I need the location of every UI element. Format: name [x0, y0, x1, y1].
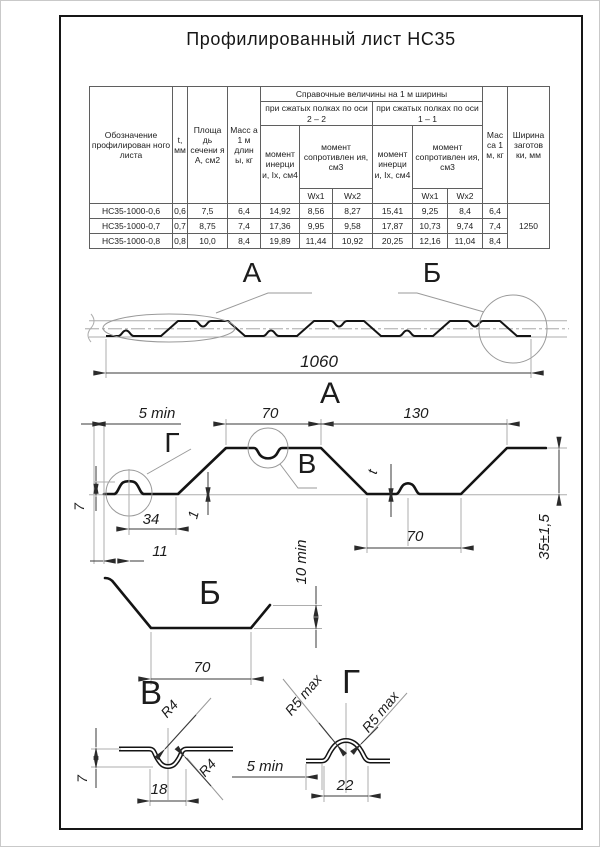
data-cell: 7,5 [188, 204, 228, 219]
dim-rib-gap: 130 [403, 405, 429, 422]
callout-a-label: А [242, 257, 262, 288]
dim-radius-r4-1: R4 [157, 696, 182, 721]
data-cell: 9,95 [300, 219, 333, 234]
header-wx2-11: Wx2 [448, 189, 483, 204]
header-thickness: t, мм [173, 87, 188, 204]
data-cell: 8,4 [228, 234, 261, 249]
data-cell: 7,4 [228, 219, 261, 234]
header-wx2-22: Wx2 [333, 189, 373, 204]
callout-b-label: Б [422, 257, 442, 288]
header-wx1-22: Wx1 [300, 189, 333, 204]
dim-profile-height: 35±1,5 [536, 514, 553, 560]
data-cell: 8,75 [188, 219, 228, 234]
dim-width-v: 18 [150, 781, 168, 798]
dim-edge-min: 5 min [138, 405, 176, 422]
header-inertia-22: момент инерци и, Ix, см4 [261, 126, 300, 204]
dim-thickness: t [363, 467, 381, 476]
detail-g-sheet-inner [306, 741, 390, 762]
r5-arrow [319, 723, 337, 745]
data-cell: 9,58 [333, 219, 373, 234]
section-a-label: А [319, 377, 341, 410]
dim-11: 11 [152, 543, 168, 560]
data-cell: 20,25 [373, 234, 413, 249]
overview-section [85, 257, 569, 410]
data-cell: 0,6 [173, 204, 188, 219]
data-cell: 11,44 [300, 234, 333, 249]
data-cell: 12,16 [413, 234, 448, 249]
detail-v-label: В [139, 674, 163, 711]
data-cell: 9,25 [413, 204, 448, 219]
dim-radius-r5-1: R5 max [281, 671, 325, 719]
data-cell: НС35-1000-0,8 [90, 234, 173, 249]
callout-v-label: В [297, 448, 317, 479]
detail-v-section [74, 674, 233, 806]
table-row [90, 234, 550, 249]
data-cell: 15,41 [373, 204, 413, 219]
callout-a-leader [216, 293, 312, 313]
dim-bottom-flange: 70 [406, 528, 424, 545]
table-row [90, 219, 550, 234]
data-cell: 6,4 [228, 204, 261, 219]
dim-radius-r4-2: R4 [195, 755, 220, 780]
detail-b-profile-path [105, 578, 270, 628]
detail-g-sheet-outer [306, 741, 390, 762]
data-cell: НС35-1000-0,7 [90, 219, 173, 234]
dim-width-g: 22 [336, 777, 354, 794]
dim-overall-width: 1060 [300, 352, 338, 371]
dim-top-flange: 70 [261, 405, 279, 422]
header-axis-1-1: при сжатых полках по оси 1 – 1 [373, 102, 483, 126]
data-cell: 8,56 [300, 204, 333, 219]
data-cell: 8,4 [483, 234, 508, 249]
data-cell: 19,89 [261, 234, 300, 249]
header-wx1-11: Wx1 [413, 189, 448, 204]
dim-1: 1 [184, 508, 202, 521]
callout-b-leader [398, 293, 484, 312]
data-cell: 0,8 [173, 234, 188, 249]
header-inertia-11: момент инерци и, Ix, см4 [373, 126, 413, 204]
spec-table [89, 86, 550, 249]
header-axis-2-2: при сжатых полках по оси 2 – 2 [261, 102, 373, 126]
callout-g-label: Г [164, 427, 180, 458]
break-mark [88, 314, 94, 342]
detail-a-section [71, 405, 567, 564]
dim-radius-r5-2: R5 max [358, 688, 402, 736]
header-blank-width: Ширина заготов ки, мм [508, 87, 550, 204]
header-mass-1m: Мас са 1 м, кг [483, 87, 508, 204]
data-cell: 10,73 [413, 219, 448, 234]
dim-34: 34 [142, 511, 160, 528]
header-resistance-11: момент сопротивлен ия, см3 [413, 126, 483, 189]
page-title: Профилированный лист НС35 [186, 29, 456, 49]
data-cell: 8,4 [448, 204, 483, 219]
data-cell: 17,87 [373, 219, 413, 234]
dim-bump-height: 7 [71, 503, 87, 511]
detail-g-section [232, 663, 407, 802]
data-cell: 8,27 [333, 204, 373, 219]
data-cell: 0,7 [173, 219, 188, 234]
data-cell: 17,36 [261, 219, 300, 234]
header-mass-per-length: Масс а 1 м длин ы, кг [228, 87, 261, 204]
dim-depth-v: 7 [74, 775, 90, 783]
data-cell: 14,92 [261, 204, 300, 219]
header-reference: Справочные величины на 1 м ширины [261, 87, 483, 102]
data-cell: 10,92 [333, 234, 373, 249]
dim-lip-min: 10 min [293, 539, 310, 585]
detail-g-label: Г [342, 663, 360, 700]
data-cell: 11,04 [448, 234, 483, 249]
data-cell: НС35-1000-0,6 [90, 204, 173, 219]
data-cell: 9,74 [448, 219, 483, 234]
detail-b-label: Б [199, 574, 221, 611]
header-designation: Обозначение профилирован ного листа [90, 87, 173, 204]
header-area: Площа дь сечени я А, см2 [188, 87, 228, 204]
data-cell: 7,4 [483, 219, 508, 234]
dim-edge-min-g: 5 min [246, 758, 284, 775]
dim-flange-b: 70 [193, 659, 211, 676]
table-row [90, 204, 550, 219]
data-cell: 6,4 [483, 204, 508, 219]
data-cell-blank-width: 1250 [508, 204, 550, 249]
header-resistance-22: момент сопротивлен ия, см3 [300, 126, 373, 189]
data-cell: 10,0 [188, 234, 228, 249]
